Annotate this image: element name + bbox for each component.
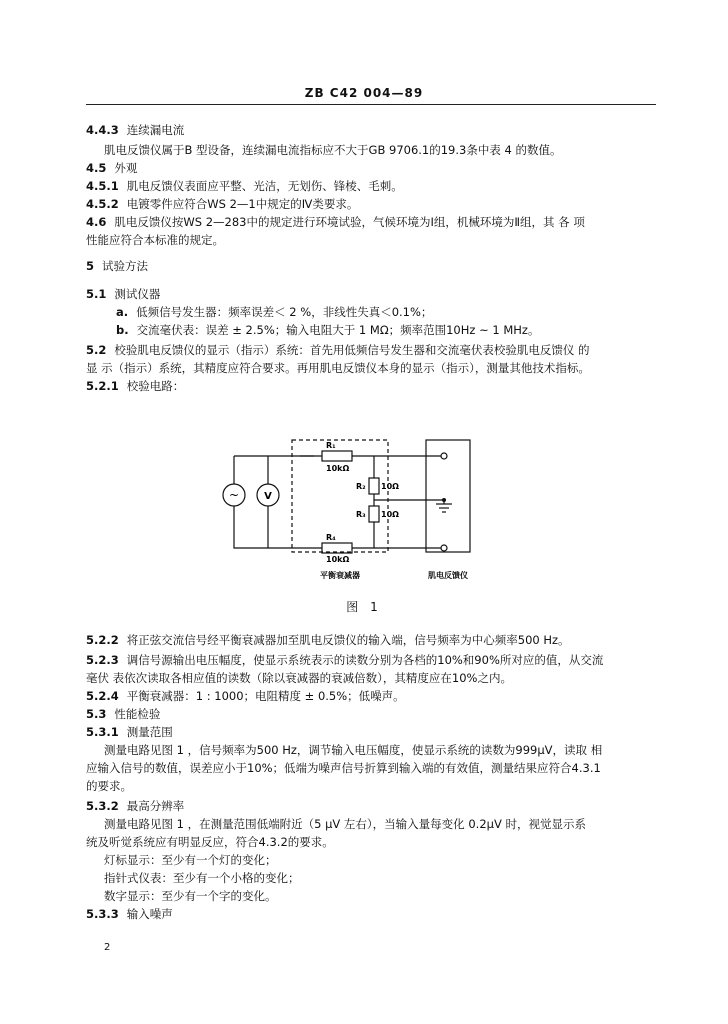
- source-label: ~: [228, 488, 240, 502]
- resistor-r3: [369, 506, 379, 522]
- clause-5-2-cont: 显 示（指示）系统，其精度应符合要求。再用肌电反馈仪本身的显示（指示），测量其他技术指标。: [86, 361, 590, 375]
- r4-value: 10kΩ: [326, 555, 350, 564]
- r1-value: 10kΩ: [326, 464, 350, 473]
- terminal-top: [441, 453, 447, 459]
- calibration-circuit-figure: [222, 438, 472, 588]
- figure-caption: 图 1: [346, 600, 382, 614]
- attenuator-label: 平衡衰减器: [320, 571, 360, 580]
- r1-name: R₁: [326, 441, 336, 450]
- resistor-r1: [322, 451, 352, 461]
- clause-4-5: 4.5 外观: [86, 161, 138, 175]
- clause-5-3-3: 5.3.3 输入噪声: [86, 907, 173, 921]
- clause-5-1: 5.1 测试仪器: [86, 287, 161, 301]
- clause-5-3-2-needle: 指针式仪表：至少有一个小格的变化；: [104, 871, 300, 885]
- clause-5-1-b: b. 交流毫伏表：误差 ± 2.5%；输入电阻大于 1 MΩ；频率范围10Hz ~ 1 MHz。: [116, 323, 540, 337]
- clause-5-2: 5.2 校验肌电反馈仪的显示（指示）系统：首先用低频信号发生器和交流毫伏表校验肌电反馈仪 的: [86, 343, 590, 357]
- clause-5-3-2-lamp: 灯标显示：至少有一个灯的变化；: [104, 853, 277, 867]
- clause-5-3-1: 5.3.1 测量范围: [86, 725, 173, 739]
- clause-5-1-a: a. 低频信号发生器：频率误差＜ 2 %，非线性失真＜0.1%；: [116, 305, 433, 319]
- clause-4-4-3-body: 肌电反馈仪属于B 型设备，连续漏电流指标应不大于GB 9706.1的19.3条中表 4 的数值。: [104, 143, 562, 157]
- clause-4-5-1: 4.5.1 肌电反馈仪表面应平整、光洁，无划伤、锋棱、毛刺。: [86, 179, 403, 193]
- r4-name: R₄: [326, 533, 336, 542]
- clause-4-6-cont: 性能应符合本标准的规定。: [86, 233, 224, 247]
- clause-5-3-1-body: 测量电路见图 1 ，信号频率为500 Hz，调节输入电压幅度，使显示系统的读数为999μV，读取 相: [104, 743, 603, 757]
- clause-5-2-2: 5.2.2 将正弦交流信号经平衡衰减器加至肌电反馈仪的输入端，信号频率为中心频率500 Hz。: [86, 633, 570, 647]
- clause-4-6: 4.6 肌电反馈仪按WS 2—283中的规定进行环境试验，气候环境为Ⅰ组，机械环境为Ⅱ组，其 各 项: [86, 215, 585, 229]
- clause-5-2-3-cont: 毫伏 表依次读取各相应值的读数（除以衰减器的衰减倍数），其精度应在10%之内。: [86, 671, 512, 685]
- r3-value: 10Ω: [381, 510, 399, 519]
- page-header: ZB C42 004—89: [304, 86, 424, 100]
- clause-5-2-1: 5.2.1 校验电路：: [86, 379, 185, 393]
- r3-name: R₃: [356, 510, 366, 519]
- circuit-diagram: [222, 438, 472, 588]
- section-5: 5 试验方法: [86, 259, 149, 273]
- page-number: 2: [104, 942, 111, 953]
- clause-5-2-4: 5.2.4 平衡衰减器：1 : 1000；电阻精度 ± 0.5%；低噪声。: [86, 689, 405, 703]
- clause-5-3-2-body: 测量电路见图 1 ，在测量范围低端附近（5 μV 左右），当输入量每变化 0.2μV 时，视觉显示系: [104, 817, 586, 831]
- clause-5-3-2: 5.3.2 最高分辨率: [86, 799, 185, 813]
- device-box: [426, 440, 470, 552]
- terminal-ground: [442, 498, 446, 502]
- meter-label: V: [264, 491, 272, 502]
- clause-4-5-2: 4.5.2 电镀零件应符合WS 2—1中规定的Ⅳ类要求。: [86, 197, 359, 211]
- clause-5-3: 5.3 性能检验: [86, 707, 161, 721]
- device-label: 肌电反馈仪: [428, 571, 468, 580]
- terminal-bottom: [441, 545, 447, 551]
- clause-5-2-3: 5.2.3 调信号源输出电压幅度，使显示系统表示的读数分别为各档的10%和90%所对应的值，从交流: [86, 653, 604, 667]
- resistor-r2: [369, 478, 379, 494]
- clause-5-3-2-digital: 数字显示：至少有一个字的变化。: [104, 889, 277, 903]
- r2-name: R₂: [356, 482, 366, 491]
- clause-5-3-2-cont: 统及听觉系统应有明显反应，符合4.3.2的要求。: [86, 835, 334, 849]
- header-rule: [86, 104, 656, 105]
- clause-5-3-1-end: 的要求。: [86, 779, 132, 793]
- r2-value: 10Ω: [381, 482, 399, 491]
- clause-4-4-3: 4.4.3 连续漏电流: [86, 123, 185, 137]
- clause-5-3-1-cont: 应输入信号的数值，误差应小于10%；低端为噪声信号折算到输入端的有效值，测量结果应符合4.3.1: [86, 761, 601, 775]
